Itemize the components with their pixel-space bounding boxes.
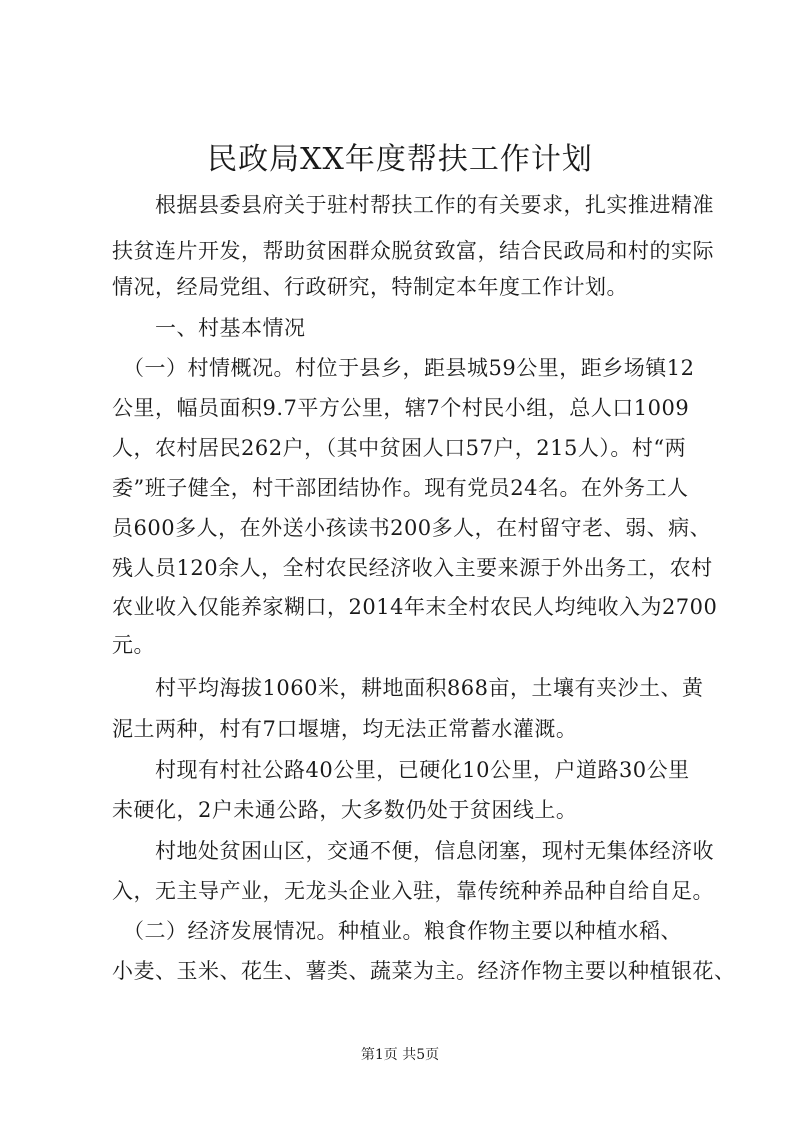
text-line: 公里，幅员面积9.7平方公里，辖7个村民小组，总人口1009 [112,396,690,420]
text-line: （二）经济发展情况。种植业。粮食作物主要以种植水稻、 [112,919,682,943]
text-line: 村地处贫困山区，交通不便，信息闭塞，现村无集体经济收 [112,839,714,863]
document-title: 民政局XX年度帮扶工作计划 [207,142,593,177]
text-line: 农业收入仅能养家糊口，2014年末全村农民人均纯收入为2700 [112,595,718,619]
page-indicator: 第1页 共5页 [360,1047,440,1063]
text-line: 根据县委县府关于驻村帮扶工作的有关要求，扎实推进精准 [112,193,714,217]
text-line: 委”班子健全，村干部团结协作。现有党员24名。在外务工人 [112,476,689,500]
text-line: 泥土两种，村有7口堰塘，均无法正常蓄水灌溉。 [112,717,578,741]
text-line: 村平均海拔1060米，耕地面积868亩，土壤有夹沙土、黄 [112,676,704,700]
text-line: 员600多人，在外送小孩读书200多人，在村留守老、弱、病、 [112,516,712,540]
text-line: 未硬化，2户未通公路，大多数仍处于贫困线上。 [112,798,578,822]
text-line: 人，农村居民262户，（其中贫困人口57户，215人）。村“两 [112,436,687,460]
text-line: 情况，经局党组、行政研究，特制定本年度工作计划。 [112,275,628,299]
text-line: 残人员120余人，全村农民经济收入主要来源于外出务工，农村 [112,556,713,580]
text-line: 村现有村社公路40公里，已硬化10公里，户道路30公里 [112,758,690,782]
text-line: 元。 [112,633,155,657]
text-line: 入，无主导产业，无龙头企业入驻，靠传统种养品种自给自足。 [112,879,714,903]
text-line: 小麦、玉米、花生、薯类、蔬菜为主。经济作物主要以种植银花、 [112,959,736,983]
text-line: （一）村情概况。村位于县乡，距县城59公里，距乡场镇12 [112,356,695,380]
section-heading: 一、村基本情况 [112,316,306,340]
text-line: 扶贫连片开发，帮助贫困群众脱贫致富，结合民政局和村的实际 [112,239,714,263]
